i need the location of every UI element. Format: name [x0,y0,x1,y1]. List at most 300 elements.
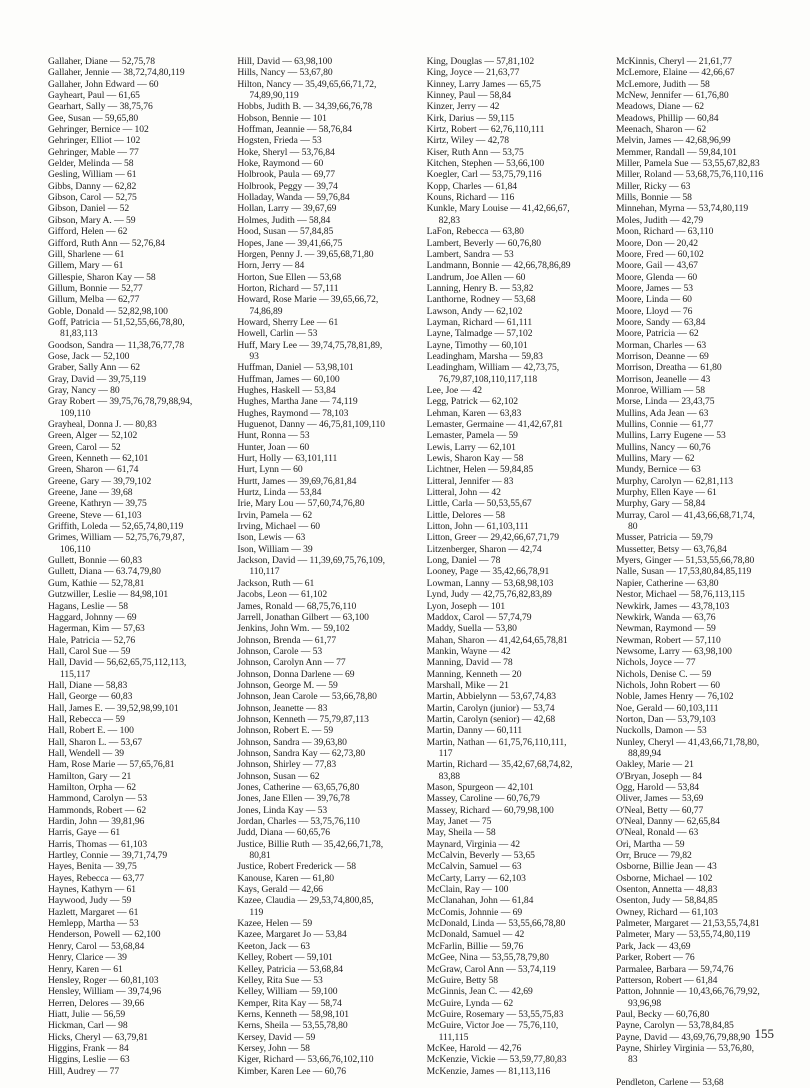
index-entry: Lehman, Karen — 63,83 [426,407,522,419]
index-entry: Gifford, Ruth Ann — 52,76,84 [48,237,166,249]
index-entry: Kerns, Kenneth — 58,98,101 [237,1008,350,1020]
index-entry-continuation: 76,79,87,108,110,117,118 [438,373,538,385]
index-entry: McDonald, Samuel — 42 [426,929,525,941]
index-entry: Meadows, Diane — 62 [615,101,705,113]
index-entry: Payne, Carolyn — 53,78,84,85 [615,1020,734,1032]
index-entry: Huguenot, Danny — 46,75,81,109,110 [237,419,386,430]
index-entry: Hall, Robert E. — 100 [48,725,134,737]
index-entry: Martin, Richard — 35,42,67,68,74,82, [426,759,573,771]
index-entry: Parmalee, Barbara — 59,74,76 [615,963,734,975]
index-entry: Hall, George — 60,83 [48,691,133,703]
index-entry: Murray, Carol — 41,43,66,68,71,74, [615,509,755,521]
index-entry [616,1066,788,1077]
index-entry: Horton, Richard — 57,111 [237,282,339,294]
index-entry: Haggard, Johnny — 69 [48,611,137,623]
index-entry: Kerns, Sheila — 53,55,78,80 [237,1020,348,1032]
index-entry: Gayheart, Paul — 61,65 [48,90,140,102]
index-entry-continuation: 82,83 [438,214,460,226]
index-entry: Legg, Patrick — 62,102 [426,396,519,408]
index-entry: Hiatt, Julie — 56,59 [48,1008,126,1020]
index-entry: McKenzie, Vickie — 53,59,77,80,83 [426,1054,567,1066]
index-entry: Horn, Jerry — 84 [237,260,305,272]
index-entry: Horgen, Penny J. — 39,65,68,71,80 [237,248,374,260]
index-entry: Harris, Thomas — 61,103 [48,838,148,850]
index-entry: Johnson, Sandra — 39,63,80 [237,736,347,748]
index-entry: Hensley, William — 39,74,96 [48,986,162,998]
index-entry-continuation: 110,117 [249,566,280,578]
index-entry: Kitchen, Stephen — 53,66,100 [426,158,545,170]
index-entry: Gallaher, Jennie — 38,72,74,80,119 [48,67,185,79]
index-entry: Murphy, Carolyn — 62,81,113 [615,475,734,487]
index-entry: Hall, Wendell — 39 [48,747,124,759]
index-entry: O'Neal, Ronald — 63 [615,827,699,839]
index-entry: McDonald, Linda — 53,55,66,78,80 [426,918,566,930]
index-entry: Landmann, Bonnie — 42,66,78,86,89 [426,260,571,272]
index-column-3 [426,56,599,1077]
index-entry: Gillem, Mary — 61 [48,260,124,272]
index-entry: Litteral, Jennifer — 83 [426,475,514,487]
index-entry: Gehringer, Elliot — 102 [48,135,141,147]
index-entry: McGee, Nina — 53,55,78,79,80 [426,952,549,964]
index-entry: Kanouse, Karen — 61,80 [237,872,335,884]
index-entry: Gibson, Carol — 52,75 [48,192,137,204]
index-column-1 [48,56,220,1077]
index-entry: Koegler, Carl — 53,75,79,116 [426,169,542,181]
index-entry: Kouns, Richard — 116 [426,192,515,204]
index-entry: Manning, David — 78 [426,657,513,669]
index-entry: Henry, Clarice — 39 [48,952,127,964]
index-entry: Palmeter, Margaret — 21,53,55,74,81 [615,918,760,930]
index-entry: Higgins, Frank — 84 [48,1042,129,1054]
index-entry: Gibbs, Danny — 62,82 [48,180,137,192]
index-entry: King, Joyce — 21,63,77 [426,67,520,79]
index-entry: Hammond, Carolyn — 53 [48,793,148,805]
index-entry: Hartley, Connie — 39,71,74,79 [48,850,168,862]
index-entry: Herren, Delores — 39,66 [48,997,145,1009]
index-entry: Moore, Fred — 60,102 [615,248,704,260]
index-entry: Mundy, Bernice — 63 [615,464,701,476]
index-entry-continuation: 117 [438,747,453,759]
index-entry: Ison, William — 39 [237,543,313,555]
index-entry: Norton, Dan — 53,79,103 [615,713,716,725]
index-entry: Griffith, Loleda — 52,65,74,80,119 [48,521,184,533]
index-entry: Morrison, Dreatha — 61,80 [615,362,722,374]
index-entry: Hunter, Joan — 60 [237,441,310,453]
index-entry: Hill, Audrey — 77 [48,1065,120,1077]
index-entry: Ogg, Harold — 53,84 [615,782,699,793]
index-entry: Kays, Gerald — 42,66 [237,884,323,896]
index-entry: Irie, Mary Lou — 57,60,74,76,80 [237,498,365,510]
index-entry: Mahan, Sharon — 41,42,64,65,78,81 [426,634,568,646]
index-entry: Lemaster, Pamela — 59 [426,430,518,442]
index-entry: Gibson, Daniel — 52 [48,203,130,215]
index-entry: Keeton, Jack — 63 [237,940,311,952]
index-entry: Marshall, Mike — 21 [426,679,509,691]
index-entry: McCalvin, Beverly — 53,65 [426,850,535,862]
index-entry: Hall, James E. — 39,52,98,99,101 [48,702,179,714]
index-entry: Hughes, Martha Jane — 74,119 [237,396,358,408]
index-entry: McLemore, Judith — 58 [615,78,710,90]
index-entry: Parker, Robert — 76 [615,952,695,964]
index-entry-continuation: 81,83,113 [60,328,98,340]
index-entry: Hayes, Rebecca — 63,77 [48,872,145,884]
index-entry: Greene, Kathryn — 39,75 [48,498,147,510]
index-entry: Jordan, Charles — 53,75,76,110 [237,816,360,828]
index-entry: Howard, Rose Marie — 39,65,66,72, [237,294,379,306]
index-entry: Goble, Donald — 52,82,98,100 [48,305,168,317]
index-entry: Meenach, Sharon — 62 [615,124,707,136]
index-entry: Nunley, Cheryl — 41,43,66,71,78,80, [615,736,760,748]
index-entry: Maddox, Carol — 57,74,79 [426,611,532,623]
index-entry: Holmes, Judith — 58,84 [237,214,331,226]
index-entry: Hall, Rebecca — 59 [48,713,125,725]
index-entry: Grayheal, Donna J. — 80,83 [48,419,157,430]
index-entry: Hicks, Cheryl — 63,79,81 [48,1031,149,1043]
index-entry: Long, Daniel — 78 [426,555,501,567]
index-entry: LaFon, Rebecca — 63,80 [426,226,524,238]
index-entry: Irving, Michael — 60 [237,521,320,533]
index-entry: Oakley, Marie — 21 [615,759,694,771]
index-entry: Lowman, Lanny — 53,68,98,103 [426,577,554,589]
index-entry: Lanthorne, Rodney — 53,68 [426,294,536,306]
index-column-2 [237,56,409,1077]
index-entry: Owney, Richard — 61,103 [615,906,718,918]
index-entry: Martin, Danny — 60,111 [426,725,523,737]
index-entry: Memmer, Randall — 59,84,101 [615,146,737,158]
index-entry: Gesling, William — 61 [48,169,137,181]
index-entry: Lichtner, Helen — 59,84,85 [426,464,534,476]
index-entry: Lambert, Sandra — 53 [426,248,514,260]
index-entry: Gillespie, Sharon Kay — 58 [48,271,156,283]
index-entry: Hoke, Sheryl — 53,76,84 [237,146,335,158]
index-entry: Kazee, Claudia — 29,53,74,800,85, [237,895,374,907]
index-entry: McGraw, Carol Ann — 53,74,119 [426,963,556,975]
index-entry: Lambert, Beverly — 60,76,80 [426,237,541,249]
page-number: 155 [754,1026,774,1041]
index-entry: Hills, Nancy — 53,67,80 [237,67,333,79]
index-entry: Massey, Caroline — 60,76,79 [426,793,540,805]
index-entry: Gehringer, Mable — 77 [48,146,139,158]
index-entry: Justice, Billie Ruth — 35,42,66,71,78, [237,838,384,850]
index-entry: Morrison, Jeanelle — 43 [615,373,711,385]
index-entry-continuation: 83,88 [438,770,460,782]
index-entry: Kopp, Charles — 61,84 [426,180,518,192]
index-entry: Osborne, Billie Jean — 43 [615,861,717,873]
index-entry: McCalvin, Samuel — 63 [426,861,522,873]
index-entry: Leadingham, Marsha — 59,83 [426,350,543,362]
index-entry: Lee, Joe — 42 [426,384,482,396]
index-entry-continuation: 83 [627,1054,638,1066]
index-entry: Osenton, Judy — 58,84,85 [615,895,718,907]
index-entry: Hughes, Raymond — 78,103 [237,407,349,419]
index-entry: Lawson, Andy — 62,102 [426,305,523,317]
index-entry: Hunt, Ronna — 53 [237,430,310,442]
index-entry: Noble, James Henry — 76,102 [615,691,734,703]
index-entry: Newsome, Larry — 63,98,100 [615,645,732,657]
index-entry: Grimes, William — 52,75,76,79,87, [48,532,185,544]
index-entry: Kirtz, Wiley — 42,78 [426,135,510,147]
index-entry: McKenzie, James — 81,113,116 [426,1065,551,1077]
index-entry: Kazee, Margaret Jo — 53,84 [237,929,347,941]
index-entry: Hale, Patricia — 52,76 [48,634,136,646]
index-entry: Palmeter, Mary — 53,55,74,80,119 [615,929,751,941]
index-entry: Kelley, Robert — 59,101 [237,952,333,964]
index-entry: Moore, Sandy — 63,84 [615,316,706,328]
index-entry: Henderson, Powell — 62,100 [48,929,161,941]
index-entry: Massey, Richard — 60,79,98,100 [426,804,554,816]
index-entry-continuation: 80 [627,521,638,533]
index-entry: Gose, Jack — 52,100 [48,350,130,362]
index-entry: Hopes, Jane — 39,41,66,75 [237,237,343,249]
index-entry: Kinney, Larry James — 65,75 [426,78,541,90]
index-entry: Litteral, John — 42 [426,487,501,499]
index-entry: Looney, Page — 35,42,66,78,91 [426,566,550,578]
index-entry: Layman, Richard — 61,111 [426,316,533,328]
index-entry: Henry, Karen — 61 [48,963,123,975]
index-entry: Hamilton, Gary — 21 [48,770,132,782]
index-entry: Howard, Sherry Lee — 61 [237,316,339,328]
index-entry: Newkirk, James — 43,78,103 [615,600,730,612]
index-entry: Kelley, William — 59,100 [237,986,338,998]
index-entry: Hagerman, Kim — 57,63 [48,623,145,635]
index-entry: Little, Carla — 50,53,55,67 [426,498,532,510]
index-entry: Jones, Linda Kay — 53 [237,804,328,816]
index-entry: Newman, Raymond — 59 [615,623,716,635]
index-entry: Hilton, Nancy — 35,49,65,66,71,72, [237,78,377,90]
index-entry: Greene, Steve — 61,103 [48,509,142,521]
index-entry: Meadows, Phillip — 60,84 [615,112,719,124]
index-entry: Green, Kenneth — 62,101 [48,453,149,465]
index-entry-continuation: 74,86,89 [249,305,283,317]
index-entry: Gillum, Bonnie — 52,77 [48,282,143,294]
index-entry: Hayes, Benita — 39,75 [48,861,137,873]
index-entry: Hagans, Leslie — 58 [48,600,129,612]
index-entry: Johnson, Susan — 62 [237,770,320,782]
index-entry: Nalle, Susan — 17,53,80,84,85,119 [615,566,752,578]
index-entry: Noe, Gerald — 60,103,111 [615,702,719,714]
index-entry: O'Neal, Betty — 60,77 [615,804,704,816]
index-entry: Hemlepp, Martha — 53 [48,918,139,930]
index-entry: McGuire, Lynda — 62 [426,997,514,1009]
index-entry: Johnson, Shirley — 77,83 [237,759,337,771]
index-entry: Green, Carol — 52 [48,441,121,453]
index-entry: McGuire, Betty 58 [426,974,499,986]
index-entry: Kelley, Patricia — 53,68,84 [237,963,343,975]
index-entry: McGuire, Rosemary — 53,55,75,83 [426,1008,564,1020]
index-entry: Lanning, Henry B. — 53,82 [426,282,534,294]
index-entry: Ori, Martha — 59 [615,838,685,850]
index-entry: Layne, Talmadge — 57,102 [426,328,533,340]
index-entry: Hall, Carol Sue — 59 [48,645,131,657]
index-entry: Holbrook, Paula — 69,77 [237,169,336,181]
index-entry: McClanahan, John — 61,84 [426,895,534,907]
index-entry: McGinnis, Jean C. — 42,69 [426,986,533,998]
index-entry: Martin, Carolyn (senior) — 42,68 [426,713,556,725]
index-entry: Gill, Sharlene — 61 [48,248,125,260]
index-entry: Holbrook, Peggy — 39,74 [237,180,338,192]
index-entry: Gum, Kathie — 52,78,81 [48,577,145,589]
index-entry: Nichols, Denise C. — 59 [615,668,712,680]
index-entry: Kiser, Ruth Ann — 53,75 [426,146,524,158]
index-entry: McKinnis, Cheryl — 21,61,77 [615,56,732,67]
index-entry: Mankin, Wayne — 42 [426,645,511,657]
index-entry: McGuire, Victor Joe — 75,76,110, [426,1020,559,1032]
index-entry: Lynd, Judy — 42,75,76,82,83,89 [426,589,552,601]
index-entry: Gray, David — 39,75,119 [48,373,147,385]
index-entry: Gray Robert — 39,75,76,78,79,88,94, [48,396,193,408]
index-entry: McFarlin, Billie — 59,76 [426,940,524,952]
index-entry: Jones, Catherine — 63,65,76,80 [237,782,360,793]
index-entry: Gutzwiller, Leslie — 84,98,101 [48,589,169,601]
index-entry: Johnson, Robert E. — 59 [237,725,334,737]
index-entry: Martin, Carolyn (junior) — 53,74 [426,702,555,714]
index-entry: Martin, Nathan — 61,75,76,110,111, [426,736,567,748]
index-entry: Hazlett, Margaret — 61 [48,906,139,918]
index-entry: Patton, Johnnie — 10,43,66,76,79,92, [615,986,760,998]
index-entry: Ison, Lewis — 63 [237,532,306,544]
index-entry: Jackson, David — 11,39,69,75,76,109, [237,555,385,567]
index-entry-continuation: 93 [249,350,259,362]
index-entry: Martin, Abbielynn — 53,67,74,83 [426,691,556,703]
index-entry: May, Sheila — 58 [426,827,496,839]
index-entry: Hall, Sharon L. — 53,67 [48,736,142,748]
index-entry: James, Ronald — 68,75,76,110 [237,600,357,612]
index-entry: Mills, Bonnie — 58 [615,192,692,204]
index-entry: Haynes, Kathyrn — 61 [48,884,136,896]
index-entry: Osenton, Annetta — 48,83 [615,884,718,896]
index-entry: Hall, Diane — 58,83 [48,679,128,691]
index-entry: Gibson, Mary A. — 59 [48,214,136,226]
index-entry: Manning, Kenneth — 20 [426,668,522,680]
index-entry: Hollan, Larry — 39,67,69 [237,203,337,215]
index-entry: Kersey, John — 58 [237,1042,310,1054]
index-entry: Litzenberger, Sharon — 42,74 [426,543,542,555]
index-entry: Pendleton, Carlene — 53,68 [615,1076,724,1088]
index-entry: Nichols, John Robert — 60 [615,679,720,691]
index-entry: Justice, Robert Frederick — 58 [237,861,356,873]
index-entry: Morse, Linda — 23,43,75 [615,396,715,408]
index-entry: Jacobs, Leon — 61,102 [237,589,328,601]
index-entry: Nuckolls, Damon — 53 [615,725,707,737]
index-entry: Morman, Charles — 63 [615,339,707,351]
index-entry: Miller, Roland — 53,68,75,76,110,116 [615,169,764,181]
index-entry: Kelley, Rita Sue — 53 [237,974,323,986]
index-entry: Gallaher, John Edward — 60 [48,78,159,90]
index-entry: Moore, Patricia — 62 [615,328,699,340]
index-entry: Moore, Lloyd — 76 [615,305,693,317]
index-entry: Judd, Diana — 60,65,76 [237,827,331,839]
index-entry: Higgins, Leslie — 63 [48,1054,130,1066]
index-entry: Kinney, Paul — 58,84 [426,90,512,102]
index-entry: McKee, Harold — 42,76 [426,1042,522,1054]
index-entry-continuation: 93,96,98 [627,997,662,1009]
index-entry: Morrison, Deanne — 69 [615,350,709,362]
index-entry: Mullins, Connie — 61,77 [615,419,714,430]
index-entry: Hurtt, James — 39,69,76,81,84 [237,475,357,487]
index-entry: Jackson, Ruth — 61 [237,577,315,589]
index-entry-continuation: 74,89,90,119 [249,90,299,102]
index-entry: Jones, Jane Ellen — 39,76,78 [237,793,350,805]
index-entry: Horton, Sue Ellen — 53,68 [237,271,342,283]
index-entry: Holladay, Wanda — 59,76,84 [237,192,350,204]
index-entry: Kirk, Darius — 59,115 [426,112,514,124]
index-entry: Moles, Judith — 42,79 [615,214,704,226]
index-entry: Murphy, Ellen Kaye — 61 [615,487,717,499]
index-entry-continuation: 80,81 [249,850,271,862]
index-entry: Payne, David — 43,69,76,79,88,90 [615,1031,751,1043]
index-entry: Monroe, William — 58 [615,384,706,396]
index-entry: Hensley, Roger — 60,81,103 [48,974,159,986]
index-entry: Patterson, Robert — 61,84 [615,974,718,986]
index-entry: Orr, Bruce — 79,82 [615,850,692,862]
index-entry: Jarrell, Jonathan Gilbert — 63,100 [237,611,369,623]
index-column-4 [615,56,788,1088]
index-entry: Kersey, David — 59 [237,1031,316,1043]
index-entry: Kunkle, Mary Louise — 41,42,66,67, [426,203,570,215]
index-entry: Newman, Robert — 57,110 [615,634,721,646]
index-entry: Kiger, Richard — 53,66,76,102,110 [237,1054,374,1066]
index-entry-continuation: 88,89,94 [627,747,662,759]
index-entry: Newkirk, Wanda — 63,76 [615,611,716,623]
index-entry: Johnson, Carole — 53 [237,645,323,657]
index-entry: Johnson, Kenneth — 75,79,87,113 [237,713,369,725]
index-entry: Gifford, Helen — 62 [48,226,128,238]
index-entry: Nestor, Michael — 58,76,113,115 [615,589,745,601]
index-entry: Kimber, Karen Lee — 60,76 [237,1065,346,1077]
index-entry: Johnson, Jean Carole — 53,66,78,80 [237,691,377,703]
index-entry-continuation: 106,110 [60,543,91,555]
index-entry: King, Douglas — 57,81,102 [426,56,535,67]
index-entry: Gehringer, Bernice — 102 [48,124,149,136]
index-entry: Hamilton, Orpha — 62 [48,782,136,793]
index-entry: Hurt, Holly — 63,101,111 [237,453,338,465]
index-entry: Hill, David — 63,98,100 [237,56,333,67]
index-entry: McComis, Johnnie — 69 [426,906,523,918]
index-entry: Melvin, James — 42,68,96,99 [615,135,731,147]
index-entry: Hurt, Lynn — 60 [237,464,303,476]
index-entry: Greene, Jane — 39,68 [48,487,133,499]
index-entry: Litton, John — 61,103,111 [426,521,529,533]
index-entry: Lemaster, Germaine — 41,42,67,81 [426,419,563,430]
index-entry: Ham, Rose Marie — 57,65,76,81 [48,759,175,771]
index-entry: Moon, Richard — 63,110 [615,226,714,238]
index-entry: Hurtz, Linda — 53,84 [237,487,322,499]
index-entry: Hoke, Raymond — 60 [237,158,324,170]
index-entry: Landrum, Joe Allen — 60 [426,271,526,283]
index-entry: Goodson, Sandra — 11,38,76,77,78 [48,339,185,351]
index-entry: Johnson, Brenda — 61,77 [237,634,337,646]
index-entry: Park, Jack — 43,69 [615,940,691,952]
index-entry: Hardin, John — 39,81,96 [48,816,145,828]
index-entry: Gullett, Bonnie — 60,83 [48,555,142,567]
index-entry: Harris, Gaye — 61 [48,827,121,839]
index-entry: Kinzer, Jerry — 42 [426,101,500,113]
index-entry: Huffman, James — 60,100 [237,373,340,385]
index-entry: Moore, Glenda — 60 [615,271,698,283]
index-entry: Maddy, Suella — 53,80 [426,623,517,635]
index-entry: Kazee, Helen — 59 [237,918,313,930]
index-entry: Litton, Greer — 29,42,66,67,71,79 [426,532,560,544]
index-entry: McNew, Jennifer — 61,76,80 [615,90,729,102]
index-entry: Layne, Timothy — 60,101 [426,339,528,351]
index-entry: Howell, Carlin — 53 [237,328,318,340]
index-entry: Napier, Catherine — 63,80 [615,577,719,589]
index-entry: O'Neal, Danny — 62,65,84 [615,816,720,828]
index-entry: Green, Sharon — 61,74 [48,464,139,476]
index-entry: Huff, Mary Lee — 39,74,75,78,81,89, [237,339,383,351]
index-entry: Kirtz, Robert — 62,76,110,111 [426,124,545,136]
index-entry: Oliver, James — 53,69 [615,793,704,805]
